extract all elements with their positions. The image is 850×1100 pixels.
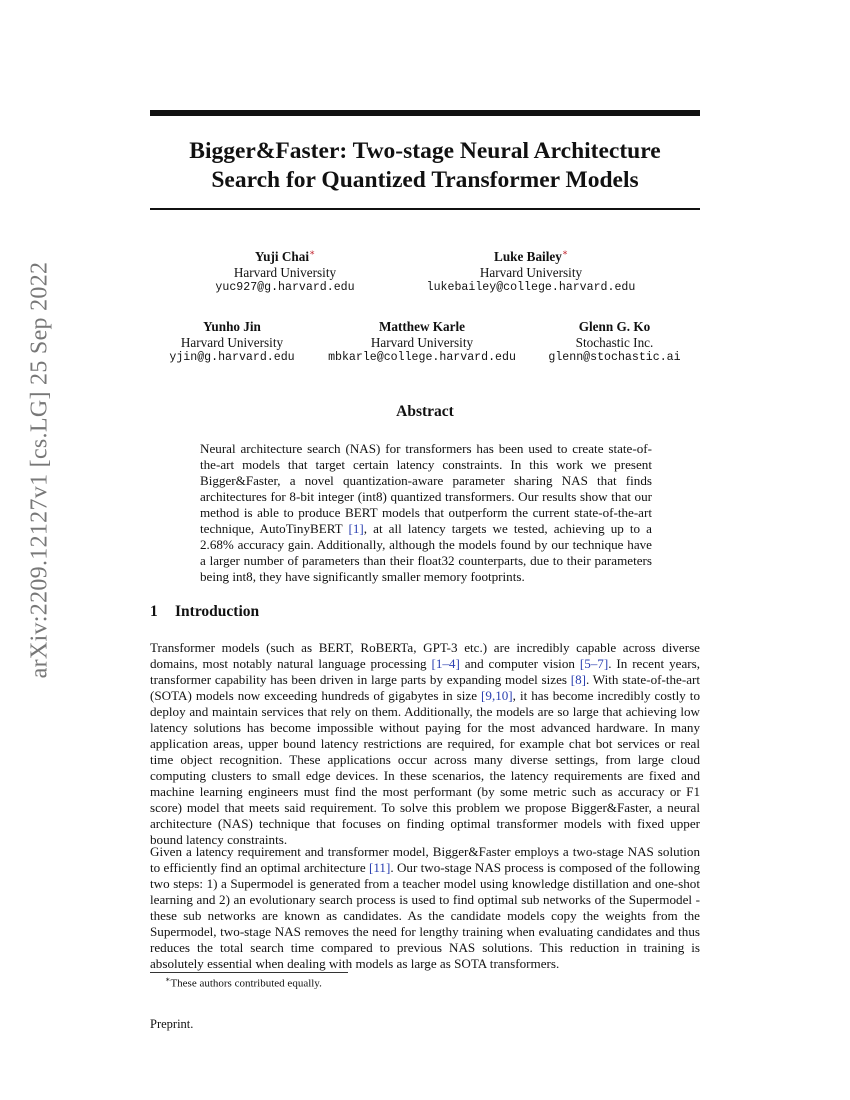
citation-link[interactable]: [11] (369, 860, 391, 875)
citation-link[interactable]: [9,10] (481, 688, 513, 703)
author-affiliation: Stochastic Inc. (575, 334, 654, 350)
section-title: Introduction (175, 603, 260, 620)
author-email: yjin@g.harvard.edu (169, 351, 295, 364)
citation-link[interactable]: [5–7] (579, 656, 609, 671)
author-name: Glenn G. Ko (578, 319, 651, 334)
preprint-label: Preprint. (150, 1017, 194, 1031)
author-block (400, 249, 662, 296)
arxiv-identifier: arXiv:2209.12127v1 [cs.LG] 25 Sep 2022 (26, 261, 53, 679)
author-affiliation: Harvard University (180, 334, 284, 350)
footnote: ∗These authors contributed equally. (165, 975, 322, 990)
author-affiliation: Harvard University (370, 334, 474, 350)
section-number: 1 (150, 603, 158, 620)
paper-title (150, 137, 700, 195)
author-name: Yunho Jin (203, 319, 261, 334)
author-email: glenn@stochastic.ai (548, 351, 681, 364)
section-heading (150, 603, 259, 621)
author-name: Matthew Karle (378, 319, 466, 334)
title-top-rule (150, 110, 700, 116)
citation-link[interactable]: [1] (348, 521, 364, 536)
author-name: Luke Bailey∗ (494, 247, 568, 264)
abstract-heading: Abstract (396, 403, 454, 420)
author-affiliation: Harvard University (233, 264, 337, 280)
title-line-2: Search for Quantized Transformer Models (211, 167, 639, 193)
author-name: Yuji Chai∗ (254, 247, 316, 264)
intro-paragraph-1: Transformer models (such as BERT, RoBERTa, GPT-3 etc.) are incredibly capable across diverse domains, most notably natural language processing [1–4] and computer vision [5–7]. In recent years, transformer capability has been driven in large parts by expanding model sizes [8]. With state-of-the-art (SOTA) models now exceeding hundreds of gigabytes in size [9,10], it has become incredibly costly to deploy and maintain services that rely on them. Additionally, the models are so large that achieving low latency solutions has become impossible without paying for the most advanced hardware. In many application areas, upper bound latency restrictions are required, for example chat bot services or real time object recognition. These applications occur across many diverse settings, from large cloud computing clusters to small edge devices. In these scenarios, the latency requirements are fixed and machine learning engineers must find the most performant (by some metric such as accuracy or F1 score) model that meets said requirement. To solve this problem we propose Bigger&Faster, a neural architecture (NAS) technique that focuses on finding optimal transformer models with fixed upper bound latency constraints. (150, 640, 701, 847)
author-email: yuc927@g.harvard.edu (215, 281, 355, 294)
footnote-rule (150, 972, 348, 973)
author-affiliation: Harvard University (479, 264, 583, 280)
equal-contribution-mark: ∗ (561, 247, 568, 258)
abstract-text: Neural architecture search (NAS) for transformers has been used to create state-of-the-art models that target certain latency constraints. In this work we present Bigger&Faster, a novel quantization-aware parameter sharing NAS that finds architectures for 8-bit integer (int8) quantized transformers. Our results show that our method is able to produce BERT models that outperform the current state-of-the-art technique, AutoTinyBERT [1], at all latency targets we tested, achieving up to a 2.68% accuracy gain. Additionally, although the models found by our technique have a larger number of parameters than their float32 counterparts, due to their parameters being int8, they have significantly smaller memory footprints. (200, 441, 652, 584)
title-bottom-rule (150, 208, 700, 210)
author-email: lukebailey@college.harvard.edu (426, 281, 636, 294)
author-block (317, 319, 527, 366)
citation-link[interactable]: [1–4] (431, 656, 460, 671)
intro-paragraph-2: Given a latency requirement and transformer model, Bigger&Faster employs a two-stage NAS solution to efficiently find an optimal architecture [11]. Our two-stage NAS process is composed of the following two steps: 1) a Supermodel is generated from a teacher model using knowledge distillation and one-shot learning and 2) an evolutionary search process is used to find optimal sub networks of the Supermodel - these sub networks are known as candidates. As the candidate models copy the weights from the Supermodel, two-stage NAS removes the need for lengthy training when evaluating candidates and thus reduces the total search time compared to previous NAS solutions. This reduction in training is absolutely essential when dealing with models as large as SOTA transformers. (150, 844, 700, 971)
author-email: mbkarle@college.harvard.edu (328, 351, 516, 364)
citation-link[interactable]: [8] (570, 672, 587, 687)
title-line-1: Bigger&Faster: Two-stage Neural Architecture (189, 138, 661, 164)
footnote-mark: ∗ (165, 975, 171, 984)
equal-contribution-mark: ∗ (309, 247, 316, 258)
author-block (185, 249, 385, 296)
author-block (150, 319, 314, 366)
author-block (537, 319, 692, 366)
